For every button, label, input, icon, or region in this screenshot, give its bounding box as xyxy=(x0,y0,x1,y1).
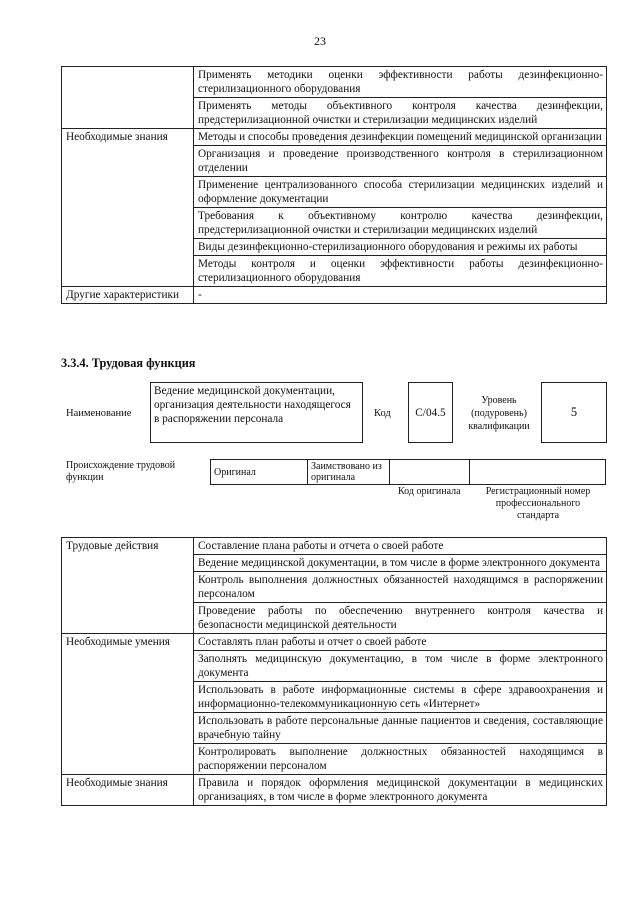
table-cell: Организация и проведение производственного контроля в стерилизационном отделении xyxy=(194,146,607,177)
row-label: Необходимые умения xyxy=(62,634,194,775)
table-cell: Виды дезинфекционно-стерилизационного оборудования и режимы их работы xyxy=(194,239,607,256)
table-cell: Методы и способы проведения дезинфекции помещений медицинской организации xyxy=(194,129,607,146)
table-cell: Применять методики оценки эффективности работы дезинфекционно-стерилизационного оборудования xyxy=(194,67,607,98)
row-label: Другие характеристики xyxy=(62,287,194,304)
table-cell: - xyxy=(194,287,607,304)
section-heading: 3.3.4. Трудовая функция xyxy=(61,356,196,370)
table-row xyxy=(62,67,607,98)
table-cell: Правила и порядок оформления медицинской документации в медицинских организациях, в том числе в форме электронного документа xyxy=(194,775,607,806)
origin-reg-cell xyxy=(470,460,606,485)
row-label: Необходимые знания xyxy=(62,775,194,806)
table-cell: Методы контроля и оценки эффективности работы дезинфекционно-стерилизационного оборудования xyxy=(194,256,607,287)
origin-table xyxy=(210,459,606,485)
competency-table-top xyxy=(61,66,607,304)
level-label: Уровень (подуровень) квалификации xyxy=(468,395,530,432)
table-cell: Использовать в работе информационные системы в сфере здравоохранения и информационно-телекоммуникационную сеть «Интернет» xyxy=(194,682,607,713)
table-cell: Контролировать выполнение должностных обязанностей находящимся в распоряжении персоналом xyxy=(194,744,607,775)
table-cell: Ведение медицинской документации, в том числе в форме электронного документа xyxy=(194,555,607,572)
origin-original: Оригинал xyxy=(211,460,308,485)
table-row xyxy=(62,634,607,651)
name-label: Наименование xyxy=(66,408,132,419)
origin-borrowed: Заимствовано из оригинала xyxy=(308,460,390,485)
table-cell: Требования к объективному контролю качества дезинфекции, предстерилизационной очистки и стерилизации медицинских изделий xyxy=(194,208,607,239)
table-cell: Составлять план работы и отчет о своей работе xyxy=(194,634,607,651)
origin-label: Происхождение трудовой функции xyxy=(66,460,176,483)
table-cell: Применение централизованного способа стерилизации медицинских изделий и оформление документации xyxy=(194,177,607,208)
table-cell: Контроль выполнения должностных обязанностей находящимся в распоряжении персоналом xyxy=(194,572,607,603)
function-name-box: Ведение медицинской документации, организация деятельности находящегося в распоряжении персонала xyxy=(150,382,363,443)
row-label: Трудовые действия xyxy=(62,538,194,634)
table-row xyxy=(62,775,607,806)
reg-number-label: Регистрационный номер профессионального стандарта xyxy=(485,486,591,521)
table-cell: Составление плана работы и отчета о своей работе xyxy=(194,538,607,555)
level-value-box: 5 xyxy=(541,382,607,443)
page-number: 23 xyxy=(314,34,326,48)
code-original-label: Код оригинала xyxy=(398,486,461,497)
table-row xyxy=(211,460,606,485)
code-label: Код xyxy=(374,408,391,419)
table-cell: Проведение работы по обеспечению внутреннего контроля качества и безопасности медицинской деятельности xyxy=(194,603,607,634)
competency-table-bottom xyxy=(61,537,607,806)
row-label: Необходимые знания xyxy=(62,129,194,287)
table-cell: Заполнять медицинскую документацию, в том числе в форме электронного документа xyxy=(194,651,607,682)
table-row xyxy=(62,538,607,555)
table-row xyxy=(62,129,607,146)
function-code-box: C/04.5 xyxy=(408,382,453,443)
row-label xyxy=(62,67,194,129)
table-cell: Использовать в работе персональные данные пациентов и сведения, составляющие врачебную тайну xyxy=(194,713,607,744)
origin-code-cell xyxy=(390,460,470,485)
table-row xyxy=(62,287,607,304)
table-cell: Применять методы объективного контроля качества дезинфекции, предстерилизационной очистки и стерилизации медицинских изделий xyxy=(194,98,607,129)
